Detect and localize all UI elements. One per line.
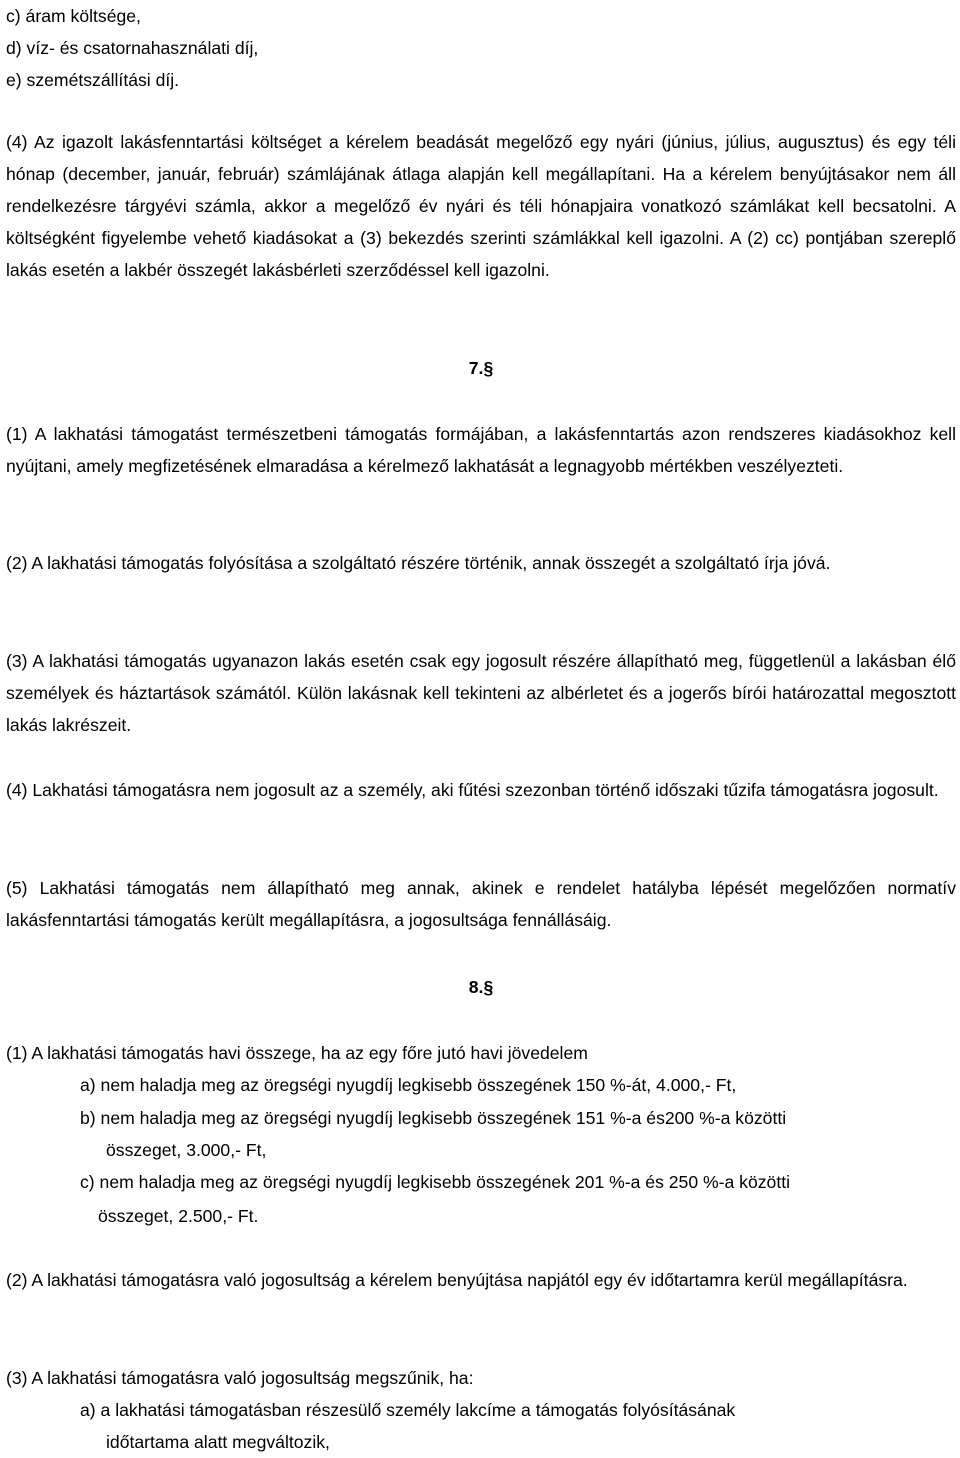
list-item-8-1-a: a) nem haladja meg az öregségi nyugdíj legkisebb összegének 150 %-át, 4.000,- Ft, bbox=[80, 1075, 737, 1095]
list-item-8-1-b-cont: összeget, 3.000,- Ft, bbox=[106, 1140, 267, 1160]
list-item-e: e) szemétszállítási díj. bbox=[6, 70, 180, 90]
section-7-title: 7.§ bbox=[468, 358, 494, 378]
paragraph-7-3: (3) A lakhatási támogatás ugyanazon lakás esetén csak egy jogosult részére állapítható meg, függetlenül a lakásban élő személyek és háztartások számától. Külön lakásnak kell tekinteni az albérletet és a jogerős bírói határozattal megosztott lakás lakrészeit. bbox=[6, 651, 956, 735]
list-item-d: d) víz- és csatornahasználati díj, bbox=[6, 38, 259, 58]
list-item-8-3-a-cont: időtartama alatt megváltozik, bbox=[106, 1432, 330, 1452]
paragraph-8-2: (2) A lakhatási támogatásra való jogosultság a kérelem benyújtása napjától egy év időtartamra kerül megállapításra. bbox=[6, 1270, 908, 1290]
paragraph-7-4: (4) Lakhatási támogatásra nem jogosult az a személy, aki fűtési szezonban történő időszaki tűzifa támogatásra jogosult. bbox=[6, 780, 939, 800]
list-item-8-1-c-cont: összeget, 2.500,- Ft. bbox=[98, 1206, 259, 1226]
list-item-c: c) áram költsége, bbox=[6, 6, 141, 26]
paragraph-7-2: (2) A lakhatási támogatás folyósítása a szolgáltató részére történik, annak összegét a szolgáltató írja jóvá. bbox=[6, 553, 831, 573]
paragraph-7-5: (5) Lakhatási támogatás nem állapítható meg annak, akinek e rendelet hatályba lépését megelőzően normatív lakásfenntartási támogatás került megállapításra, a jogosultsága fennállásáig. bbox=[6, 878, 956, 930]
paragraph-8-1-intro: (1) A lakhatási támogatás havi összege, ha az egy főre jutó havi jövedelem bbox=[6, 1043, 588, 1063]
list-item-8-1-c: c) nem haladja meg az öregségi nyugdíj legkisebb összegének 201 %-a és 250 %-a közötti bbox=[80, 1172, 791, 1192]
list-item-8-3-a: a) a lakhatási támogatásban részesülő személy lakcíme a támogatás folyósításának bbox=[80, 1400, 736, 1420]
paragraph-8-3-intro: (3) A lakhatási támogatásra való jogosultság megszűnik, ha: bbox=[6, 1368, 474, 1388]
list-item-8-1-b: b) nem haladja meg az öregségi nyugdíj legkisebb összegének 151 %-a és200 %-a közötti bbox=[80, 1108, 787, 1128]
paragraph-6-4: (4) Az igazolt lakásfenntartási költséget a kérelem beadását megelőző egy nyári (június, július, augusztus) és egy téli hónap (december, január, február) számlájának átlaga alapján kell megállapítani. Ha a kérelem benyújtásakor nem áll rendelkezésre tárgyévi számla, akkor a megelőző év nyári és téli hónapjaira vonatkozó számlákat kell becsatolni. A költségként figyelembe vehető kiadásokat a (3) bekezdés szerinti számlákkal kell igazolni. A (2) cc) pontjában szereplő lakás esetén a lakbér összegét lakásbérleti szerződéssel kell igazolni. bbox=[6, 132, 956, 280]
section-8-title: 8.§ bbox=[468, 977, 494, 997]
paragraph-7-1: (1) A lakhatási támogatást természetbeni támogatás formájában, a lakásfenntartás azon rendszeres kiadásokhoz kell nyújtani, amely megfizetésének elmaradása a kérelmező lakhatását a legnagyobb mértékben veszélyezteti. bbox=[6, 424, 956, 476]
